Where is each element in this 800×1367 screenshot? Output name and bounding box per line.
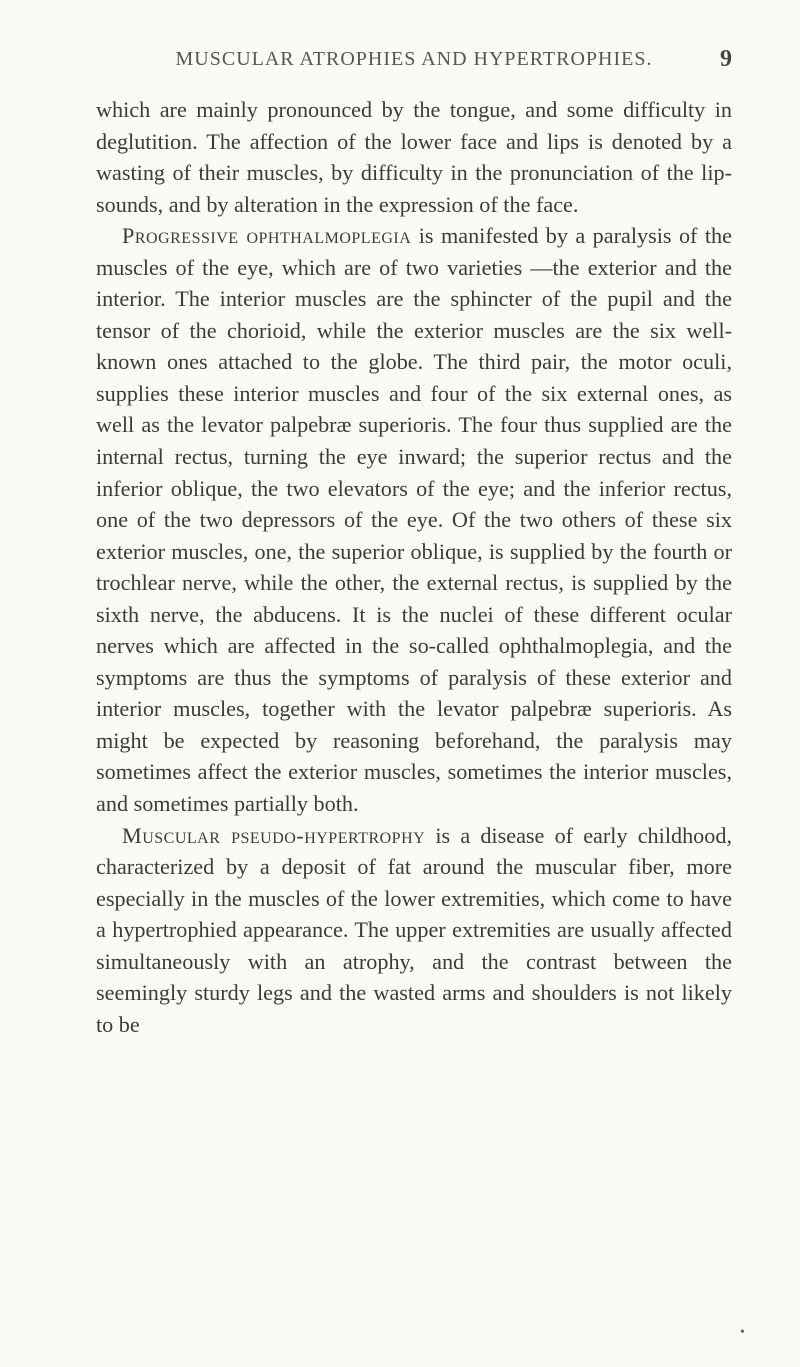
paragraph-text: is a disease of early childhood, characterized by a deposit of fat around the muscular fiber, more especially in the muscles of the lower extremities, which come to have a hypertrophied appearance. The upper extremities are usually affected simultaneously with an atrophy, and the contrast between the seemingly sturdy legs and the wasted arms and shoulders is not likely to be — [96, 822, 732, 1037]
paragraph-ophthalmoplegia — [96, 220, 732, 819]
paragraph-continued — [96, 94, 732, 220]
paragraph-text: which are mainly pronounced by the tongue, and some difficulty in deglutition. The affection of the lower face and lips is denoted by a wasting of their muscles, by difficulty in the pronunciation of the lip-sounds, and by alteration in the expression of the face. — [96, 97, 732, 217]
paragraph-lead-term: Muscular pseudo-hypertrophy — [122, 822, 426, 848]
paragraph-lead-term: Progressive ophthalmoplegia — [122, 223, 412, 249]
paragraph-text: is manifested by a paralysis of the muscles of the eye, which are of two varieties —the exterior and the interior. The interior muscles are the sphincter of the pupil and the tensor of the chorioid, while the exterior muscles are the six well-known ones attached to the globe. The third pair, the motor oculi, supplies these interior muscles and four of the six external ones, as well as the levator palpebræ superioris. The four thus supplied are the internal rectus, turning the eye inward; the superior rectus and the inferior oblique, the two elevators of the eye; and the inferior rectus, one of the two depressors of the eye. Of the two others of these six exterior muscles, one, the superior oblique, is supplied by the fourth or trochlear nerve, while the other, the external rectus, is supplied by the sixth nerve, the abducens. It is the nuclei of these different ocular nerves which are affected in the so-called ophthalmoplegia, and the symptoms are thus the symptoms of paralysis of these exterior and interior muscles, together with the levator palpebræ superioris. As might be expected by reasoning beforehand, the paralysis may sometimes affect the exterior muscles, sometimes the interior muscles, and sometimes partially both. — [96, 223, 732, 817]
page-number: 9 — [720, 46, 732, 72]
body-text — [96, 94, 732, 1040]
running-title: MUSCULAR ATROPHIES AND HYPERTROPHIES. — [175, 48, 653, 70]
running-head — [96, 48, 732, 78]
footer-mark: • — [740, 1325, 745, 1340]
paragraph-pseudo-hypertrophy — [96, 820, 732, 1041]
